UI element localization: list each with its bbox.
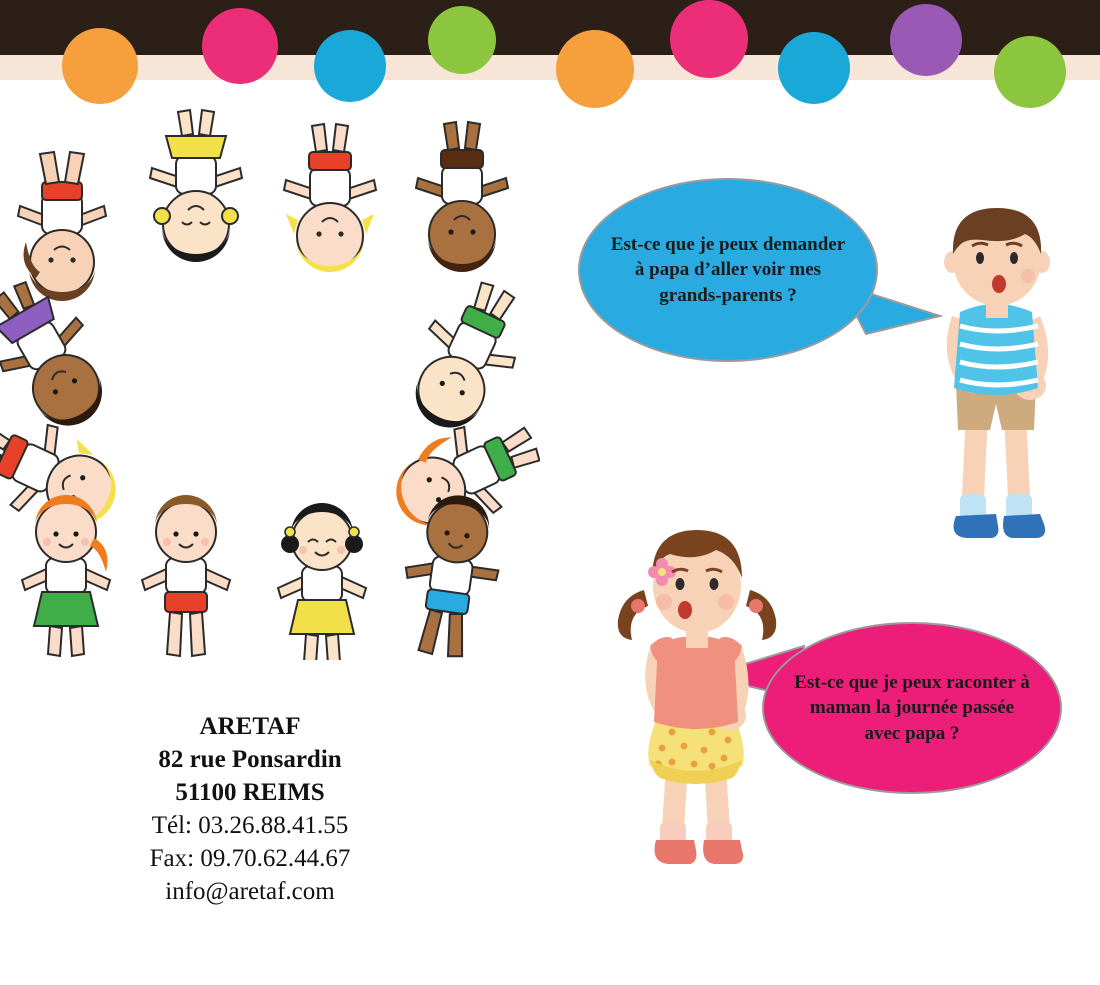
dot-orange-1 (62, 28, 138, 104)
address-fax: Fax: 09.70.62.44.67 (149, 845, 351, 872)
dot-green-2 (994, 36, 1066, 108)
address-phone: Tél: 03.26.88.41.55 (151, 812, 349, 839)
top-decorative-band (0, 0, 1100, 95)
girl-speech-bubble (762, 622, 1062, 794)
band-white-stripe (0, 80, 1100, 95)
boy-speech-text: Est-ce que je peux demander à papa d’aller voir mes grands-parents ? (610, 234, 846, 306)
dot-orange-2 (556, 30, 634, 108)
boy-figure (900, 198, 1090, 558)
kids-circle-illustration (0, 100, 540, 660)
dot-green-1 (428, 6, 496, 74)
dot-blue-2 (778, 32, 850, 104)
dot-purple-1 (890, 4, 962, 76)
kid-top-4 (416, 122, 508, 272)
girl-speech-text: Est-ce que je peux raconter à maman la journée passée avec papa ? (794, 672, 1030, 744)
address-block (0, 710, 500, 908)
dot-blue-1 (314, 30, 386, 102)
kid-bottom-3 (278, 503, 366, 660)
girl-figure (600, 520, 790, 890)
kid-right-1 (394, 269, 540, 444)
kids-circle-svg (0, 100, 540, 660)
address-city: 51100 REIMS (175, 779, 325, 806)
address-org-name: ARETAF (199, 713, 301, 740)
boy-speech-bubble (578, 178, 878, 362)
kid-top-3 (284, 124, 376, 272)
address-street: 82 rue Ponsardin (158, 746, 342, 773)
address-email[interactable]: info@aretaf.com (165, 878, 335, 905)
dot-pink-2 (670, 0, 748, 78)
dot-pink-1 (202, 8, 278, 84)
kid-top-1 (18, 152, 106, 301)
kid-bottom-2 (142, 495, 230, 656)
kid-top-2 (150, 110, 242, 262)
